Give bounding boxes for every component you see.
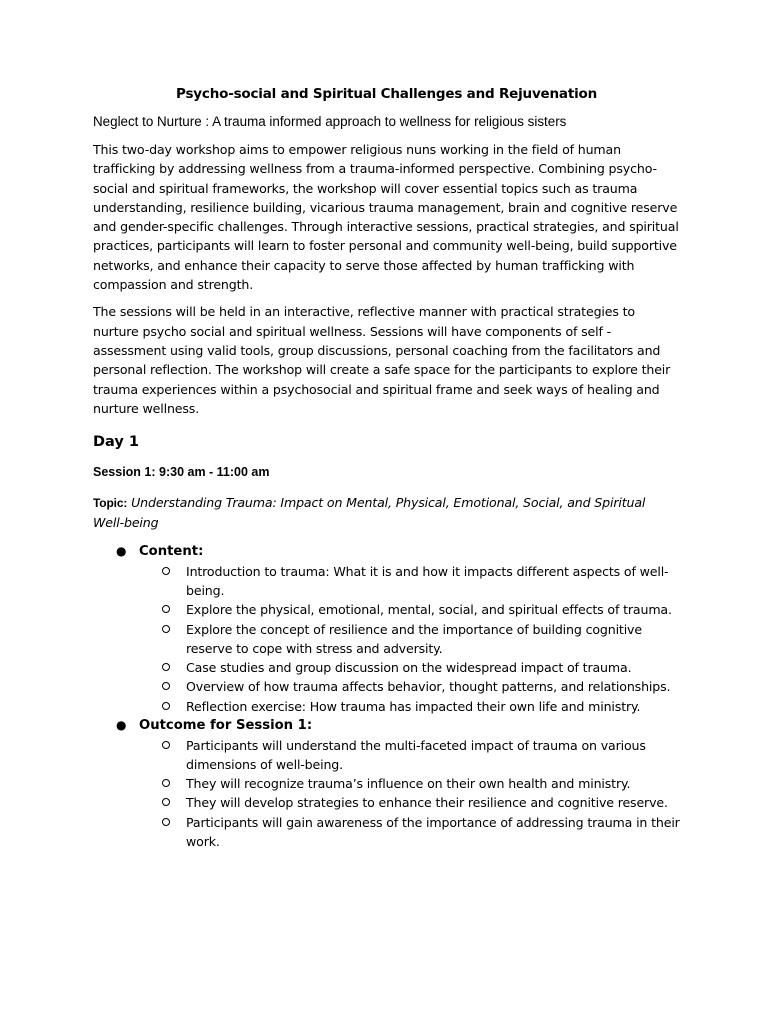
list-item-text: They will develop strategies to enhance their resilience and cognitive reserve. (186, 795, 668, 811)
topic-text: Understanding Trauma: Impact on Mental, Physical, Emotional, Social, and Spiritual Well-being (93, 495, 646, 531)
circle-bullet-icon (162, 741, 170, 749)
content-list (139, 562, 680, 716)
list-item (186, 736, 680, 775)
session-topic (93, 493, 680, 532)
list-item (186, 620, 680, 659)
list-item (186, 600, 680, 619)
outcome-list (139, 736, 680, 852)
circle-bullet-icon (162, 798, 170, 806)
circle-bullet-icon (162, 818, 170, 826)
list-item-text: Explore the concept of resilience and the importance of building cognitive reserve to cope with stress and adversity. (186, 621, 642, 656)
bullet-icon: ● (116, 544, 127, 559)
outcome-heading-label: Outcome for Session 1: (139, 718, 313, 734)
outcome-heading (116, 716, 680, 736)
circle-bullet-icon (162, 779, 170, 787)
document-title: Psycho-social and Spiritual Challenges and Rejuvenation (176, 86, 597, 102)
list-item-text: Case studies and group discussion on the widespread impact of trauma. (186, 660, 632, 676)
content-section (93, 542, 680, 851)
sessions-paragraph: The sessions will be held in an interactive, reflective manner with practical strategies to nurture psycho social and spiritual wellness. Sessions will have components of self - assessment using valid tools, group discussions, personal coaching from the facilitators and personal reflection. The workshop will create a safe space for the participants to explore their trauma experiences within a psychosocial and spiritual frame and seek ways of healing and nurture wellness. (93, 304, 671, 416)
list-item-text: They will recognize trauma’s influence on their own health and ministry. (186, 776, 631, 792)
content-heading-label: Content: (139, 544, 204, 560)
circle-bullet-icon (162, 567, 170, 575)
list-item (186, 697, 680, 716)
list-item-text: Reflection exercise: How trauma has impacted their own life and ministry. (186, 698, 641, 714)
list-item (186, 677, 680, 696)
list-item (186, 793, 680, 812)
list-item-text: Overview of how trauma affects behavior, thought patterns, and relationships. (186, 679, 671, 695)
day-heading: Day 1 (93, 434, 139, 451)
circle-bullet-icon (162, 625, 170, 633)
list-item (186, 658, 680, 677)
bullet-icon: ● (116, 718, 127, 733)
list-item-text: Introduction to trauma: What it is and how it impacts different aspects of well-being. (186, 563, 669, 598)
document-subtitle: Neglect to Nurture : A trauma informed approach to wellness for religious sisters (93, 114, 567, 129)
list-item (186, 562, 680, 601)
circle-bullet-icon (162, 682, 170, 690)
list-item-text: Explore the physical, emotional, mental, social, and spiritual effects of trauma. (186, 602, 672, 618)
intro-paragraph: This two-day workshop aims to empower religious nuns working in the field of human trafficking by addressing wellness from a trauma-informed perspective. Combining psycho-social and spiritual frameworks, the workshop will cover essential topics such as trauma understanding, resilience building, vicarious trauma management, brain and cognitive reserve and gender-specific challenges. Through interactive sessions, practical strategies, and spiritual practices, participants will learn to foster personal and community well-being, build supportive networks, and enhance their capacity to serve those affected by human trafficking with compassion and strength. (93, 142, 679, 293)
list-item (186, 813, 680, 852)
list-item (186, 774, 680, 793)
content-heading (116, 542, 680, 562)
circle-bullet-icon (162, 702, 170, 710)
circle-bullet-icon (162, 605, 170, 613)
list-item-text: Participants will gain awareness of the importance of addressing trauma in their work. (186, 814, 680, 850)
topic-label: Topic: (93, 496, 128, 511)
session-heading: Session 1: 9:30 am - 11:00 am (93, 465, 270, 480)
list-item-text: Participants will understand the multi-faceted impact of trauma on various dimensions of well-being. (186, 737, 646, 772)
circle-bullet-icon (162, 663, 170, 671)
